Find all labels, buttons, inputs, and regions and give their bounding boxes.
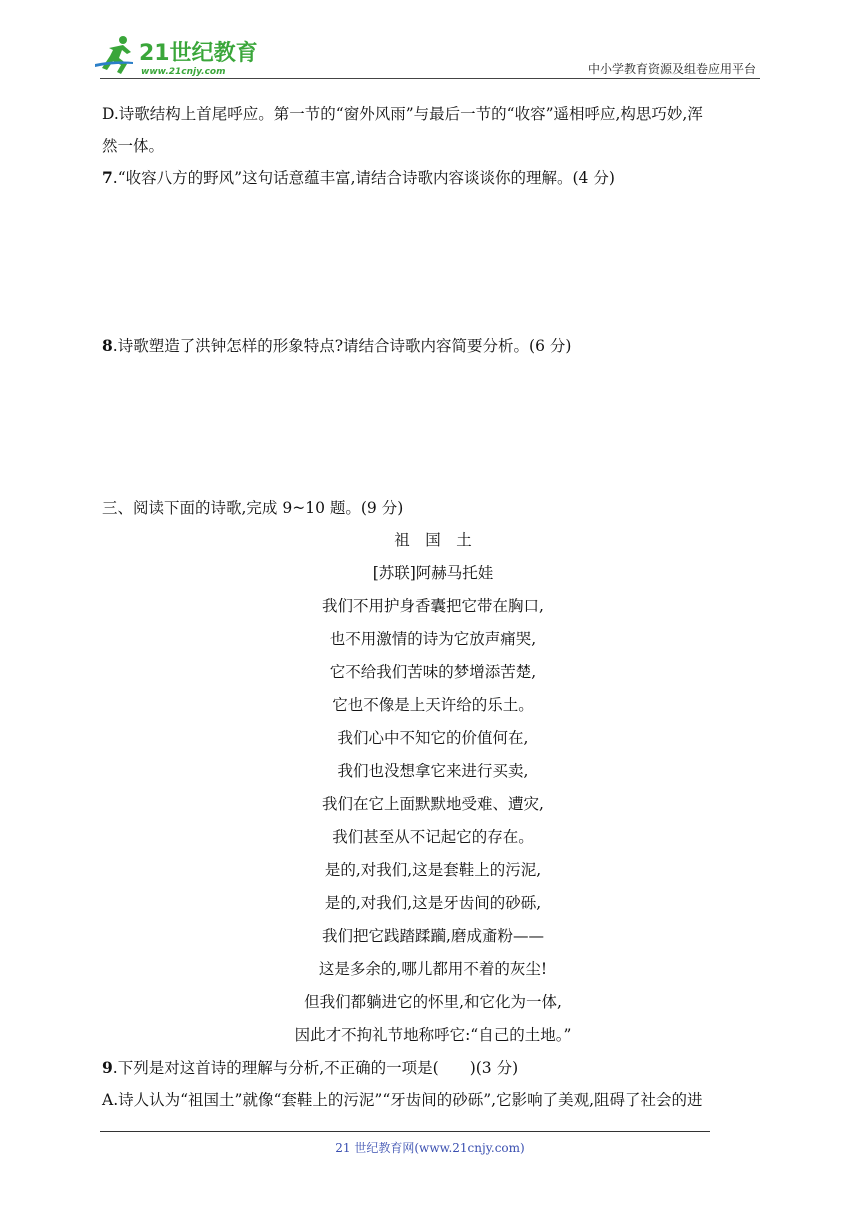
answer-space-8 <box>102 362 764 492</box>
poem-title: 祖 国 土 <box>394 531 472 549</box>
question-8 <box>102 330 764 362</box>
question-8-number: 8 <box>102 336 113 355</box>
option-d-line1: D.诗歌结构上首尾呼应。第一节的“窗外风雨”与最后一节的“收容”遥相呼应,构思巧妙,浑 <box>102 105 703 123</box>
footer-divider <box>100 1131 710 1132</box>
poem-line: 我们心中不知它的价值何在, <box>337 729 529 747</box>
poem-line: 这是多余的,哪儿都用不着的灰尘! <box>318 960 548 978</box>
answer-space-7 <box>102 194 764 330</box>
poem-line: 我们也没想拿它来进行买卖, <box>337 762 529 780</box>
poem-author: [苏联]阿赫马托娃 <box>372 564 494 582</box>
logo-21cnjy <box>93 34 263 78</box>
runner-icon <box>95 36 133 74</box>
page-header <box>0 0 860 80</box>
question-9-number: 9 <box>102 1058 113 1077</box>
poem-line: 是的,对我们,这是套鞋上的污泥, <box>324 861 542 879</box>
section-3-heading: 三、阅读下面的诗歌,完成 9~10 题。(9 分) <box>102 499 404 517</box>
question-7-text: .“收容八方的野风”这句话意蕴丰富,请结合诗歌内容谈谈你的理解。(4 分) <box>112 169 615 187</box>
question-8-text: .诗歌塑造了洪钟怎样的形象特点?请结合诗歌内容简要分析。(6 分) <box>112 337 572 355</box>
question-9-text: .下列是对这首诗的理解与分析,不正确的一项是( )(3 分) <box>112 1059 519 1077</box>
platform-name: 中小学教育资源及组卷应用平台 <box>587 62 756 76</box>
poem-line: 我们不用护身香囊把它带在胸口, <box>322 597 544 615</box>
poem-line: 它也不像是上天许给的乐土。 <box>332 696 534 714</box>
poem-line: 但我们都躺进它的怀里,和它化为一体, <box>304 993 562 1011</box>
logo-url: www.21cnjy.com <box>141 67 226 77</box>
poem <box>102 524 764 1052</box>
poem-line: 因此才不拘礼节地称呼它:“自己的土地。” <box>294 1026 572 1044</box>
document-body <box>102 98 764 1116</box>
logo-text: 21世纪教育 <box>139 41 258 66</box>
poem-line: 我们在它上面默默地受难、遭灾, <box>322 795 544 813</box>
question-9-option-a: A.诗人认为“祖国土”就像“套鞋上的污泥”“牙齿间的砂砾”,它影响了美观,阻碍了社会的进 <box>102 1091 703 1109</box>
poem-line: 是的,对我们,这是牙齿间的砂砾, <box>324 894 542 912</box>
header-divider <box>100 78 760 79</box>
question-7 <box>102 162 764 194</box>
poem-line: 我们把它践踏蹂躏,磨成齑粉—— <box>322 927 544 945</box>
option-d-line2: 然一体。 <box>102 137 165 155</box>
question-9 <box>102 1052 764 1084</box>
poem-line: 我们甚至从不记起它的存在。 <box>332 828 534 846</box>
poem-line: 它不给我们苦味的梦增添苦楚, <box>329 663 537 681</box>
question-7-number: 7 <box>102 168 113 187</box>
poem-line: 也不用激情的诗为它放声痛哭, <box>329 630 537 648</box>
footer-source: 21 世纪教育网(www.21cnjy.com) <box>335 1141 525 1155</box>
